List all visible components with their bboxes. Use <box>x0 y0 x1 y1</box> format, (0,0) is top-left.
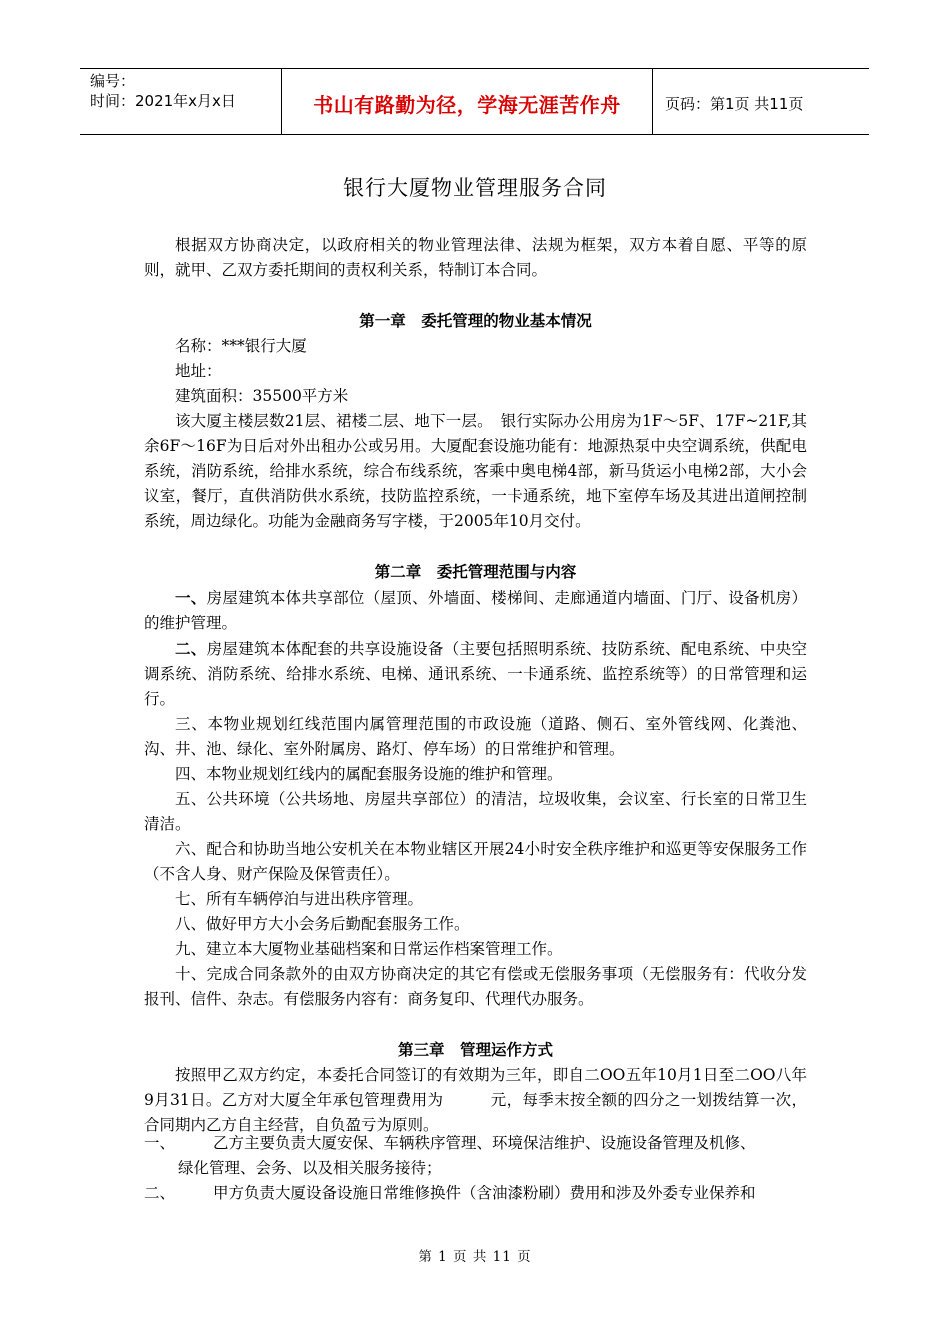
chapter2-item-number: 六、 <box>175 840 207 858</box>
chapter2-item-text: 房屋建筑本体共享部位（屋顶、外墙面、楼梯间、走廊通道内墙面、门厅、设备机房）的维护管理。 <box>144 589 807 632</box>
date-label: 时间：2021年x月x日 <box>90 92 236 110</box>
page-footer: 第 1 页 共 11 页 <box>418 1249 532 1265</box>
chapter2-item-text: 配合和协助当地公安机关在本物业辖区开展24小时安全秩序维护和巡更等安保服务工作（不含人身、财产保险及保管责任）。 <box>144 840 807 883</box>
chapter2-item-number: 九、 <box>175 940 207 958</box>
chapter2-item-number: 一、 <box>175 588 207 607</box>
chapter2-item-text: 完成合同条款外的由双方协商决定的其它有偿或无偿服务事项（无偿服务有：代收分发报刊、信件、杂志。有偿服务内容有：商务复印、代理代办服务。 <box>144 965 807 1008</box>
serial-number-label: 编号： <box>90 72 136 90</box>
chapter2-item <box>144 762 807 787</box>
list-item-text: 甲方负责大厦设备设施日常维修换件（含油漆粉刷）费用和涉及外委专业保养和 <box>213 1184 756 1202</box>
property-name: 名称：***银行大厦 <box>175 337 307 355</box>
chapter2-item-number: 七、 <box>175 890 207 908</box>
chapter2-item-number: 五、 <box>175 790 207 808</box>
chapter2-item <box>144 912 807 937</box>
document-body <box>144 233 807 1138</box>
header-page-cell <box>653 69 869 134</box>
chapter2-item <box>144 962 807 1012</box>
chapter2-item-number: 二、 <box>175 639 207 658</box>
list-item-number: 二、 <box>144 1184 176 1202</box>
chapter2-item-number: 八、 <box>175 915 207 933</box>
chapter2-item-text: 所有车辆停泊与进出秩序管理。 <box>206 890 424 908</box>
chapter2-item-number: 十、 <box>175 965 207 983</box>
header-motto-cell <box>282 69 653 134</box>
list-item <box>144 1181 807 1206</box>
list-item <box>144 1131 807 1156</box>
property-description: 该大厦主楼层数21层、裙楼二层、地下一层。 银行实际办公用房为1F～5F、17F~21F,其余6F～16F为日后对外出租办公或另用。大厦配套设施功能有：地源热泵中央空调系统，供配电系统，消防系统，给排水系统，综合布线系统，客乘中奥电梯4部，新马货运小电梯2部，大小会议室，餐厅，直供消防供水系统，技防监控系统，一卡通系统，地下室停车场及其进出道闸控制系统，周边绿化。功能为金融商务写字楼，于2005年10月交付。 <box>144 412 807 530</box>
document-title: 银行大厦物业管理服务合同 <box>343 176 607 200</box>
chapter2-item <box>144 937 807 962</box>
property-area: 建筑面积：35500平方米 <box>175 387 349 405</box>
chapter1-heading: 第一章 委托管理的物业基本情况 <box>359 312 592 330</box>
chapter2-item-number: 三、 <box>175 715 208 733</box>
chapter2-item-list <box>144 585 807 1012</box>
chapter2-item-text: 做好甲方大小会务后勤配套服务工作。 <box>206 915 470 933</box>
chapter2-heading: 第二章 委托管理范围与内容 <box>374 563 577 581</box>
chapter2-item <box>144 787 807 837</box>
property-address: 地址： <box>175 362 222 380</box>
chapter2-item <box>144 837 807 887</box>
list-item-continuation: 绿化管理、会务、以及相关服务接待； <box>178 1159 442 1177</box>
chapter2-item-text: 本物业规划红线内的属配套服务设施的维护和管理。 <box>206 765 563 783</box>
chapter2-item-text: 公共环境（公共场地、房屋共享部位）的清洁，垃圾收集，会议室、行长室的日常卫生清洁。 <box>144 790 807 833</box>
header-left-cell <box>80 69 282 134</box>
list-item-text: 乙方主要负责大厦安保、车辆秩序管理、环境保洁维护、设施设备管理及机修、 <box>213 1134 756 1152</box>
chapter2-item <box>144 636 807 712</box>
chapter2-item <box>144 887 807 912</box>
chapter2-item-text: 本物业规划红线范围内属管理范围的市政设施（道路、侧石、室外管线网、化粪池、沟、井、池、绿化、室外附属房、路灯、停车场）的日常维护和管理。 <box>144 715 807 758</box>
chapter3-list <box>144 1131 807 1206</box>
intro-paragraph: 根据双方协商决定，以政府相关的物业管理法律、法规为框架，双方本着自愿、平等的原则，就甲、乙双方委托期间的责权利关系，特制订本合同。 <box>144 236 807 279</box>
list-item-number: 一、 <box>144 1134 176 1152</box>
chapter3-paragraph: 按照甲乙双方约定，本委托合同签订的有效期为三年，即自二OO五年10月1日至二OO八年9月31日。乙方对大厦全年承包管理费用为 元，每季末按全额的四分之一划拨结算一次，合同期内乙方自主经营，自负盈亏为原则。 <box>144 1066 807 1134</box>
motto-text: 书山有路勤为径，学海无涯苦作舟 <box>313 92 621 117</box>
page-info: 页码：第1页 共11页 <box>665 94 804 113</box>
header-table <box>80 68 869 135</box>
chapter3-heading: 第三章 管理运作方式 <box>397 1041 553 1059</box>
chapter2-item <box>144 585 807 636</box>
chapter2-item-text: 房屋建筑本体配套的共享设施设备（主要包括照明系统、技防系统、配电系统、中央空调系统、消防系统、给排水系统、电梯、通讯系统、一卡通系统、监控系统等）的日常管理和运行。 <box>144 640 807 708</box>
chapter2-item <box>144 712 807 762</box>
chapter2-item-text: 建立本大厦物业基础档案和日常运作档案管理工作。 <box>206 940 563 958</box>
chapter2-item-number: 四、 <box>175 765 207 783</box>
